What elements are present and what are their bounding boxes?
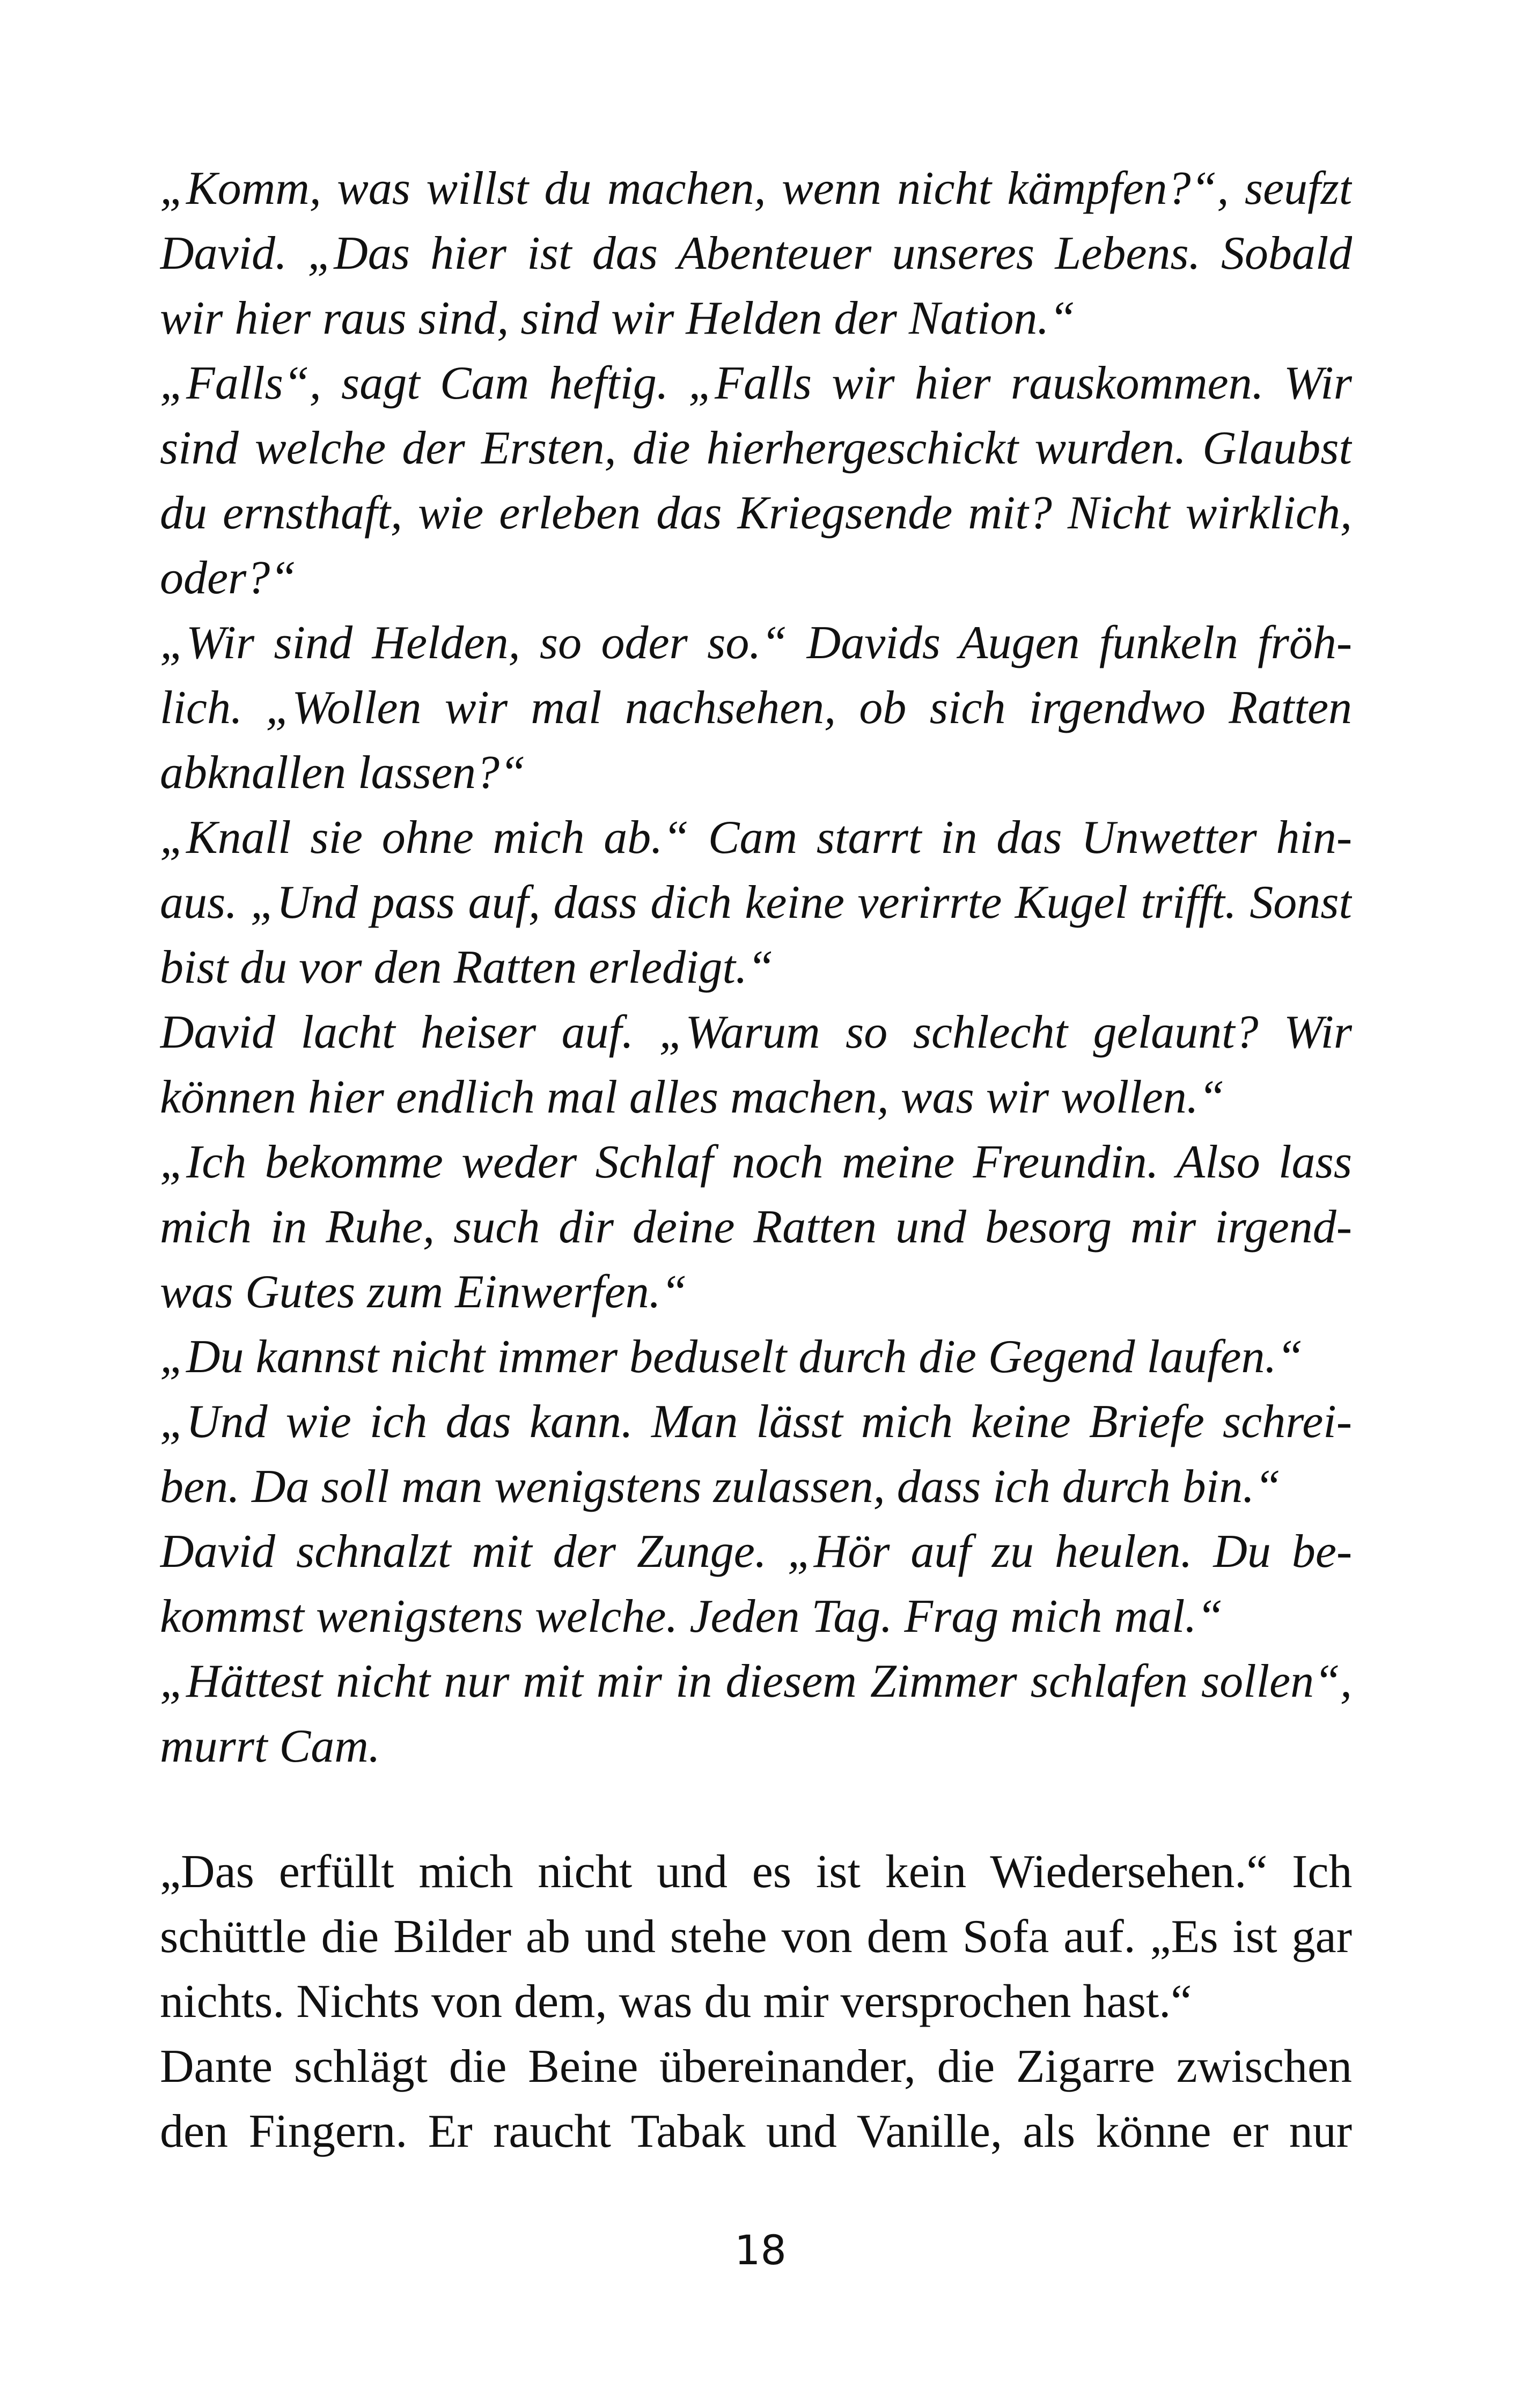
text-line: mich in Ruhe, such dir deine Ratten und besorg mir irgend- xyxy=(160,1201,1352,1253)
text-line: ben. Da soll man wenigstens zulassen, dass ich durch bin.“ xyxy=(160,1461,1281,1513)
text-line: „Komm, was willst du machen, wenn nicht kämpfen?“, seufzt xyxy=(160,163,1352,215)
text-line: was Gutes zum Einwerfen.“ xyxy=(160,1266,687,1318)
text-line: wir hier raus sind, sind wir Helden der Nation.“ xyxy=(160,292,1076,344)
text-line: „Du kannst nicht immer beduselt durch die Gegend laufen.“ xyxy=(160,1331,1303,1383)
text-line: „Hättest nicht nur mit mir in diesem Zimmer schlafen sollen“, xyxy=(160,1655,1352,1707)
narrative-block xyxy=(160,1839,1352,2164)
text-line: David. „Das hier ist das Abenteuer unseres Lebens. Sobald xyxy=(160,227,1352,279)
text-line: „Das erfüllt mich nicht und es ist kein Wiedersehen.“ Ich xyxy=(160,1846,1352,1898)
text-line: „Ich bekomme weder Schlaf noch meine Freundin. Also lass xyxy=(160,1136,1352,1188)
text-line: du ernsthaft, wie erleben das Kriegsende mit? Nicht wirklich, xyxy=(160,487,1352,539)
text-line: können hier endlich mal alles machen, was wir wollen.“ xyxy=(160,1071,1225,1123)
text-line: David lacht heiser auf. „Warum so schlecht gelaunt? Wir xyxy=(160,1006,1352,1058)
text-line: oder?“ xyxy=(160,552,297,604)
text-line: „Und wie ich das kann. Man lässt mich keine Briefe schrei- xyxy=(160,1396,1352,1448)
italic-dialogue-block xyxy=(160,156,1352,1779)
text-line: den Fingern. Er raucht Tabak und Vanille, als könne er nur xyxy=(160,2105,1352,2157)
text-line: bist du vor den Ratten erledigt.“ xyxy=(160,941,774,993)
text-line: lich. „Wollen wir mal nachsehen, ob sich irgendwo Ratten xyxy=(160,682,1352,734)
text-line: aus. „Und pass auf, dass dich keine verirrte Kugel trifft. Sonst xyxy=(160,877,1352,929)
text-line: David schnalzt mit der Zunge. „Hör auf zu heulen. Du be- xyxy=(160,1526,1352,1578)
text-line: nichts. Nichts von dem, was du mir versprochen hast.“ xyxy=(160,1976,1192,2028)
page-number: 18 xyxy=(734,2226,787,2274)
text-line: „Wir sind Helden, so oder so.“ Davids Augen funkeln fröh- xyxy=(160,617,1352,669)
text-line: „Knall sie ohne mich ab.“ Cam starrt in das Unwetter hin- xyxy=(160,812,1352,864)
text-line: kommst wenigstens welche. Jeden Tag. Frag mich mal.“ xyxy=(160,1590,1223,1643)
text-line: murrt Cam. xyxy=(160,1720,380,1772)
text-line: Dante schlägt die Beine übereinander, die Zigarre zwischen xyxy=(160,2041,1352,2093)
text-line: sind welche der Ersten, die hierhergeschickt wurden. Glaubst xyxy=(160,422,1352,474)
text-line: abknallen lassen?“ xyxy=(160,747,526,799)
text-line: schüttle die Bilder ab und stehe von dem Sofa auf. „Es ist gar xyxy=(160,1911,1352,1963)
text-line: „Falls“, sagt Cam heftig. „Falls wir hier rauskommen. Wir xyxy=(160,357,1352,409)
